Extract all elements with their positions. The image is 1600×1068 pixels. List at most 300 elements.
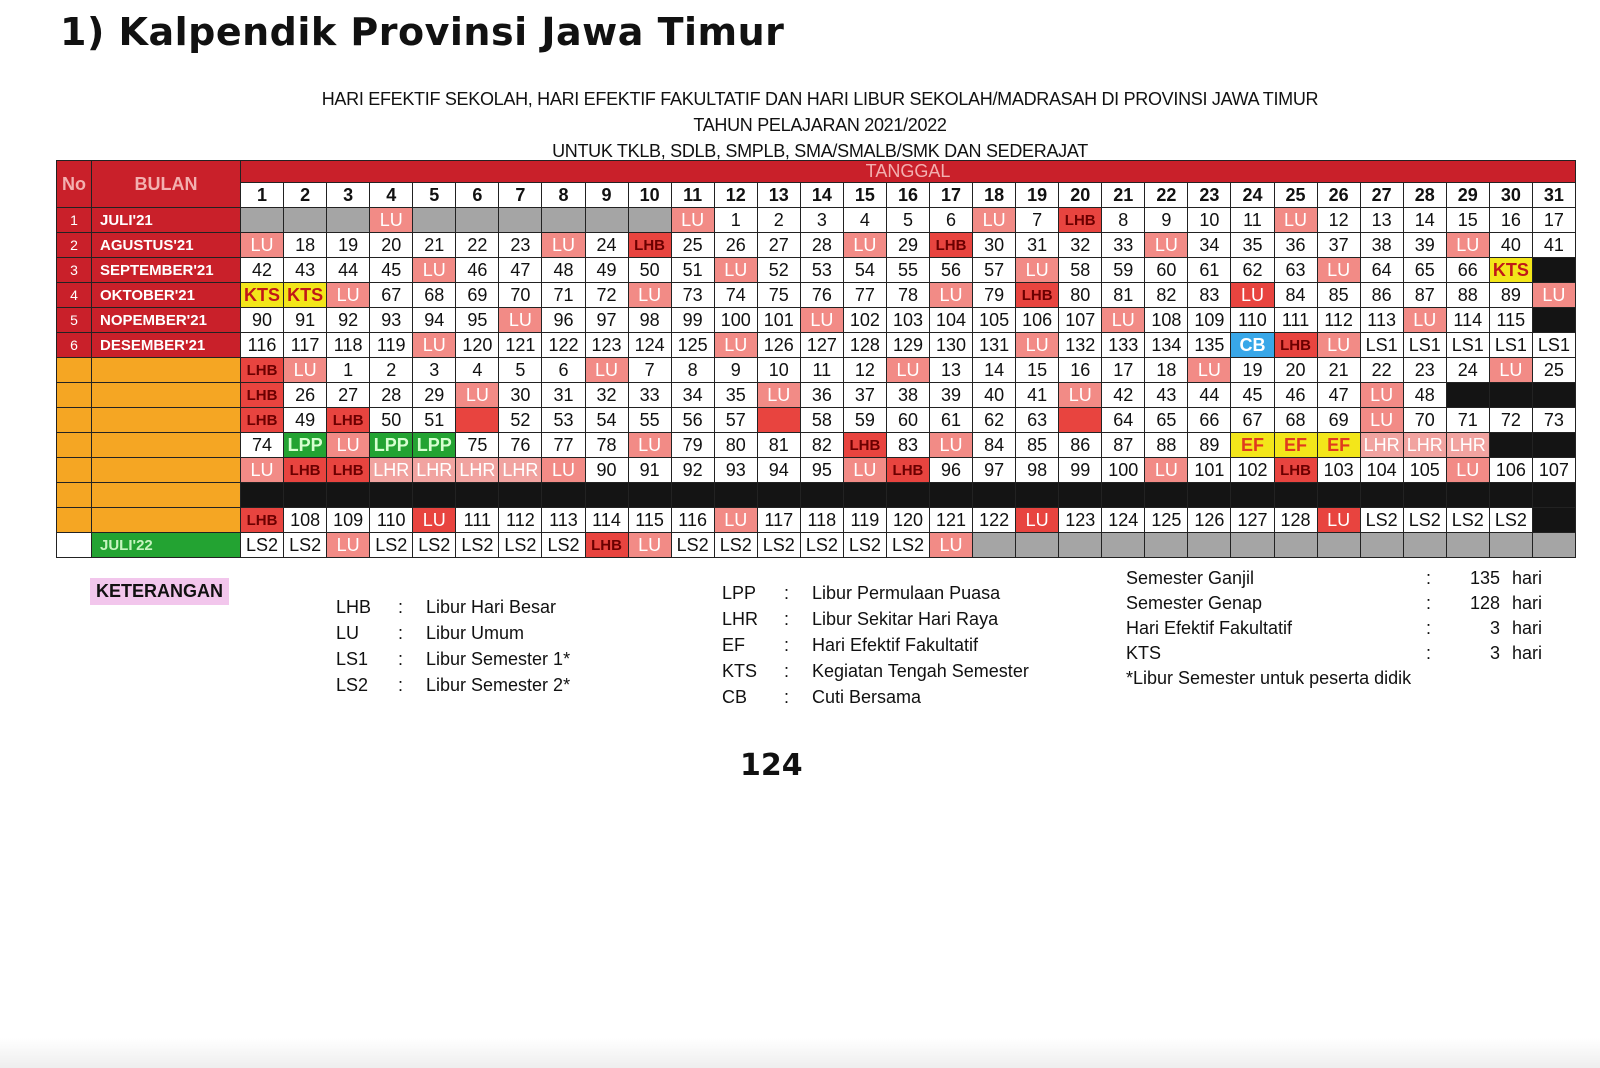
calendar-row [57,408,1576,433]
calendar-table-container [56,160,1576,558]
summary-unit: hari [1512,568,1543,588]
month-name [92,458,241,483]
day-cell: 70 [499,283,542,308]
subtitle-line-2: TAHUN PELAJARAN 2021/2022 [693,115,947,135]
row-number [57,358,92,383]
day-cell: 21 [1317,358,1360,383]
day-cell: 117 [757,508,800,533]
day-cell: LHR [370,458,413,483]
day-cell: 90 [585,458,628,483]
day-cell: 22 [1360,358,1403,383]
day-cell: 87 [1102,433,1145,458]
day-cell: LU [973,208,1016,233]
summary-unit: hari [1512,593,1543,613]
day-cell: 129 [886,333,929,358]
row-number: 2 [57,233,92,258]
day-cell: 18 [284,233,327,258]
day-cell: 48 [1403,383,1446,408]
subtitle-line-1: HARI EFEKTIF SEKOLAH, HARI EFEKTIF FAKULTATIF DAN HARI LIBUR SEKOLAH/MADRASAH DI PROVINSI JAWA TIMUR [321,89,1319,109]
day-cell: 87 [1403,283,1446,308]
day-cell: LU [714,258,757,283]
day-cell: 30 [499,383,542,408]
day-cell [1059,533,1102,558]
day-cell: 24 [585,233,628,258]
day-cell: 7 [1016,208,1059,233]
day-cell: 74 [241,433,284,458]
day-cell: 65 [1403,258,1446,283]
day-cell: 52 [499,408,542,433]
day-cell: 81 [1102,283,1145,308]
day-cell: 56 [671,408,714,433]
legend-code: LPP [722,583,757,603]
legend-description: Libur Permulaan Puasa [812,583,1001,603]
day-cell: 66 [1188,408,1231,433]
day-cell: EF [1231,433,1274,458]
day-cell: 29 [413,383,456,408]
day-cell [585,208,628,233]
day-cell: 109 [327,508,370,533]
day-cell [542,208,585,233]
day-cell [1274,483,1317,508]
legend-colon: : [398,649,404,669]
day-cell [1446,383,1489,408]
day-cell: 58 [1059,258,1102,283]
day-number-30: 30 [1489,183,1532,208]
day-cell: 30 [973,233,1016,258]
day-cell: 101 [757,308,800,333]
day-cell: KTS [284,283,327,308]
day-cell: LU [1360,408,1403,433]
day-number-31: 31 [1532,183,1575,208]
day-cell: 103 [1317,458,1360,483]
day-cell: 85 [1317,283,1360,308]
day-cell: 20 [1274,358,1317,383]
calendar-row [57,333,1576,358]
day-cell [1446,533,1489,558]
calendar-table [56,160,1576,558]
day-cell: 110 [1231,308,1274,333]
day-cell: 102 [1231,458,1274,483]
day-number-13: 13 [757,183,800,208]
day-cell: 73 [1532,408,1575,433]
row-number: 3 [57,258,92,283]
day-cell: 105 [1403,458,1446,483]
day-cell: 2 [757,208,800,233]
day-cell [930,483,973,508]
row-number [57,383,92,408]
day-cell: 8 [671,358,714,383]
legend-item [336,672,570,698]
summary-colon: : [1426,568,1432,588]
day-cell: 45 [370,258,413,283]
day-cell: 41 [1016,383,1059,408]
day-cell: LS2 [1489,508,1532,533]
month-name [92,383,241,408]
day-cell: 124 [1102,508,1145,533]
legend-colon: : [784,661,790,681]
day-number-2: 2 [284,183,327,208]
day-cell: 120 [456,333,499,358]
day-cell: LU [628,283,671,308]
day-cell: LU [1102,308,1145,333]
day-cell: LU [542,458,585,483]
day-cell: 110 [370,508,413,533]
day-cell: 27 [757,233,800,258]
day-cell: 124 [628,333,671,358]
day-cell: 73 [671,283,714,308]
day-cell: 18 [1145,358,1188,383]
day-number-21: 21 [1102,183,1145,208]
day-cell [671,483,714,508]
day-cell: 127 [800,333,843,358]
legend-description: Libur Semester 1* [426,649,571,669]
legend-column-1 [336,594,570,698]
month-name [92,358,241,383]
day-cell [1317,483,1360,508]
month-name [92,483,241,508]
day-cell: 126 [1188,508,1231,533]
day-cell: LS1 [1360,333,1403,358]
day-number-row [57,183,1576,208]
calendar-row [57,308,1576,333]
day-number-24: 24 [1231,183,1274,208]
day-cell: 95 [800,458,843,483]
day-cell: 27 [327,383,370,408]
day-cell: 14 [973,358,1016,383]
legend-code: LU [336,623,360,643]
day-cell: LPP [284,433,327,458]
day-cell: LU [800,308,843,333]
day-number-27: 27 [1360,183,1403,208]
row-number: 5 [57,308,92,333]
day-cell [327,483,370,508]
day-cell: LHR [1403,433,1446,458]
day-cell: LU [930,533,973,558]
page-bottom-shade [0,1038,1600,1068]
day-cell: 46 [1274,383,1317,408]
day-cell [413,208,456,233]
day-cell: LHR [1446,433,1489,458]
summary-unit: hari [1512,643,1543,663]
day-cell: 62 [973,408,1016,433]
day-number-23: 23 [1188,183,1231,208]
day-cell [1489,383,1532,408]
day-cell [1059,483,1102,508]
day-cell: 133 [1102,333,1145,358]
day-cell: 12 [843,358,886,383]
day-cell: LU [241,233,284,258]
day-cell: 2 [370,358,413,383]
day-cell [886,483,929,508]
summary-label: Semester Genap [1126,593,1263,613]
day-cell: 51 [671,258,714,283]
day-cell: 57 [973,258,1016,283]
day-cell [1360,533,1403,558]
header-bulan: BULAN [92,161,241,208]
summary-colon: : [1426,643,1432,663]
day-cell: LU [1059,383,1102,408]
day-cell: LS2 [1446,508,1489,533]
day-cell: 125 [1145,508,1188,533]
legend-item [336,620,570,646]
day-cell: 35 [714,383,757,408]
month-name: SEPTEMBER'21 [92,258,241,283]
day-cell: 86 [1059,433,1102,458]
day-cell: 104 [930,308,973,333]
day-cell: 59 [1102,258,1145,283]
day-cell: 115 [628,508,671,533]
day-cell: 44 [1188,383,1231,408]
day-cell: LU [1317,258,1360,283]
day-cell: LS2 [413,533,456,558]
day-cell: LS1 [1403,333,1446,358]
day-cell: LHB [886,458,929,483]
legend-code: EF [722,635,746,655]
day-cell: LS2 [714,533,757,558]
day-cell: 63 [1274,258,1317,283]
day-cell [1145,483,1188,508]
day-cell: LU [327,283,370,308]
day-cell: 122 [542,333,585,358]
day-cell: 76 [499,433,542,458]
day-cell: 71 [1446,408,1489,433]
day-cell: 51 [413,408,456,433]
day-cell: 66 [1446,258,1489,283]
day-cell: 102 [843,308,886,333]
day-cell [284,208,327,233]
day-cell: 109 [1188,308,1231,333]
day-cell: 69 [1317,408,1360,433]
day-number-5: 5 [413,183,456,208]
legend-description: Libur Sekitar Hari Raya [812,609,999,629]
legend-description: Cuti Bersama [812,687,922,707]
day-cell: 67 [370,283,413,308]
day-cell: LHB [1274,333,1317,358]
legend-description: Libur Semester 2* [426,675,571,695]
day-cell: 106 [1489,458,1532,483]
day-cell: 61 [930,408,973,433]
day-cell: 103 [886,308,929,333]
day-cell [1532,483,1575,508]
day-cell: 80 [714,433,757,458]
day-cell: LU [1360,383,1403,408]
day-cell [499,208,542,233]
day-cell [1446,483,1489,508]
day-cell: 44 [327,258,370,283]
day-cell: 107 [1059,308,1102,333]
day-cell: 21 [413,233,456,258]
day-cell: 113 [1360,308,1403,333]
day-cell: 1 [327,358,370,383]
day-number-8: 8 [542,183,585,208]
day-cell [1532,433,1575,458]
day-cell: 96 [930,458,973,483]
day-cell: 74 [714,283,757,308]
day-cell: 72 [585,283,628,308]
day-number-25: 25 [1274,183,1317,208]
day-cell: 54 [585,408,628,433]
legend-code: CB [722,687,748,707]
month-name: OKTOBER'21 [92,283,241,308]
day-cell [1059,408,1102,433]
day-cell: LU [843,233,886,258]
row-number [57,408,92,433]
day-cell: LU [714,333,757,358]
day-cell: 125 [671,333,714,358]
day-cell: 107 [1532,458,1575,483]
day-cell: LS2 [370,533,413,558]
day-cell: EF [1274,433,1317,458]
legend-colon: : [784,583,790,603]
day-cell: LHB [241,508,284,533]
day-cell: CB [1231,333,1274,358]
day-cell [1489,483,1532,508]
day-cell: 9 [714,358,757,383]
day-cell: LU [1446,233,1489,258]
day-cell: 47 [1317,383,1360,408]
day-cell: 13 [1360,208,1403,233]
day-cell: LHB [1274,458,1317,483]
day-cell: 122 [973,508,1016,533]
day-cell: LU [284,358,327,383]
day-cell: LS2 [542,533,585,558]
day-cell: 126 [757,333,800,358]
day-cell: LPP [370,433,413,458]
day-cell [1403,483,1446,508]
day-cell: LS2 [757,533,800,558]
day-number-1: 1 [241,183,284,208]
legend-item [722,580,1029,606]
subtitle-line-3: UNTUK TKLB, SDLB, SMPLB, SMA/SMALB/SMK DAN SEDERAJAT [552,141,1088,161]
day-cell: 28 [370,383,413,408]
day-cell [1016,533,1059,558]
day-cell: 60 [886,408,929,433]
legend-code: LHB [336,597,372,617]
day-cell: 89 [1188,433,1231,458]
day-cell: 90 [241,308,284,333]
legend-item [722,606,1029,632]
day-cell: 83 [1188,283,1231,308]
day-cell: 17 [1102,358,1145,383]
day-cell: 111 [456,508,499,533]
day-cell: 119 [370,333,413,358]
day-cell: LU [327,533,370,558]
day-number-11: 11 [671,183,714,208]
month-name: JULI'22 [92,533,241,558]
day-cell: 93 [714,458,757,483]
day-cell: 5 [886,208,929,233]
day-cell: 70 [1403,408,1446,433]
day-cell: 31 [1016,233,1059,258]
day-cell: 41 [1532,233,1575,258]
day-cell: 38 [886,383,929,408]
calendar-row [57,233,1576,258]
summary-note: *Libur Semester untuk peserta didik [1126,668,1412,688]
day-cell: LU [1489,358,1532,383]
day-cell: 52 [757,258,800,283]
legend-title: KETERANGAN [90,578,229,605]
summary-colon: : [1426,593,1432,613]
row-number [57,508,92,533]
day-cell [241,483,284,508]
day-cell: 26 [284,383,327,408]
month-name [92,508,241,533]
day-number-20: 20 [1059,183,1102,208]
day-cell: 33 [628,383,671,408]
day-cell [628,208,671,233]
day-cell: LHR [1360,433,1403,458]
day-cell: 88 [1145,433,1188,458]
day-cell: 84 [973,433,1016,458]
day-cell: 117 [284,333,327,358]
day-cell: 37 [843,383,886,408]
summary-unit: hari [1512,618,1543,638]
day-cell: 4 [456,358,499,383]
day-cell: 4 [843,208,886,233]
day-cell [241,208,284,233]
day-cell: LU [1188,358,1231,383]
day-cell: 128 [843,333,886,358]
day-cell: 25 [671,233,714,258]
day-cell: 132 [1059,333,1102,358]
day-cell: 96 [542,308,585,333]
day-cell [456,408,499,433]
day-cell: 14 [1403,208,1446,233]
day-cell: 113 [542,508,585,533]
day-cell: 26 [714,233,757,258]
day-cell: 82 [1145,283,1188,308]
day-cell: 16 [1059,358,1102,383]
day-cell: 114 [585,508,628,533]
day-cell [1188,483,1231,508]
day-cell: 23 [499,233,542,258]
day-cell: 112 [499,508,542,533]
day-cell: 6 [542,358,585,383]
month-name [92,408,241,433]
row-number [57,433,92,458]
day-cell: 12 [1317,208,1360,233]
day-cell: 128 [1274,508,1317,533]
day-number-10: 10 [628,183,671,208]
day-cell: LS2 [671,533,714,558]
day-cell [327,208,370,233]
day-cell [843,483,886,508]
day-cell: LS2 [456,533,499,558]
day-cell: LU [1532,283,1575,308]
day-cell: 37 [1317,233,1360,258]
day-cell: 80 [1059,283,1102,308]
day-cell: LU [757,383,800,408]
day-cell [585,483,628,508]
day-cell: 19 [327,233,370,258]
day-cell [370,483,413,508]
day-cell: 22 [456,233,499,258]
header-no: No [57,161,92,208]
day-cell: 91 [284,308,327,333]
day-cell [757,408,800,433]
day-cell: LU [1145,233,1188,258]
day-cell: LHB [843,433,886,458]
day-cell: 8 [1102,208,1145,233]
day-cell: LU [628,433,671,458]
day-cell: 56 [930,258,973,283]
month-name [92,433,241,458]
day-cell: LU [413,258,456,283]
calendar-row [57,258,1576,283]
day-cell: 75 [456,433,499,458]
calendar-row [57,208,1576,233]
row-number [57,533,92,558]
